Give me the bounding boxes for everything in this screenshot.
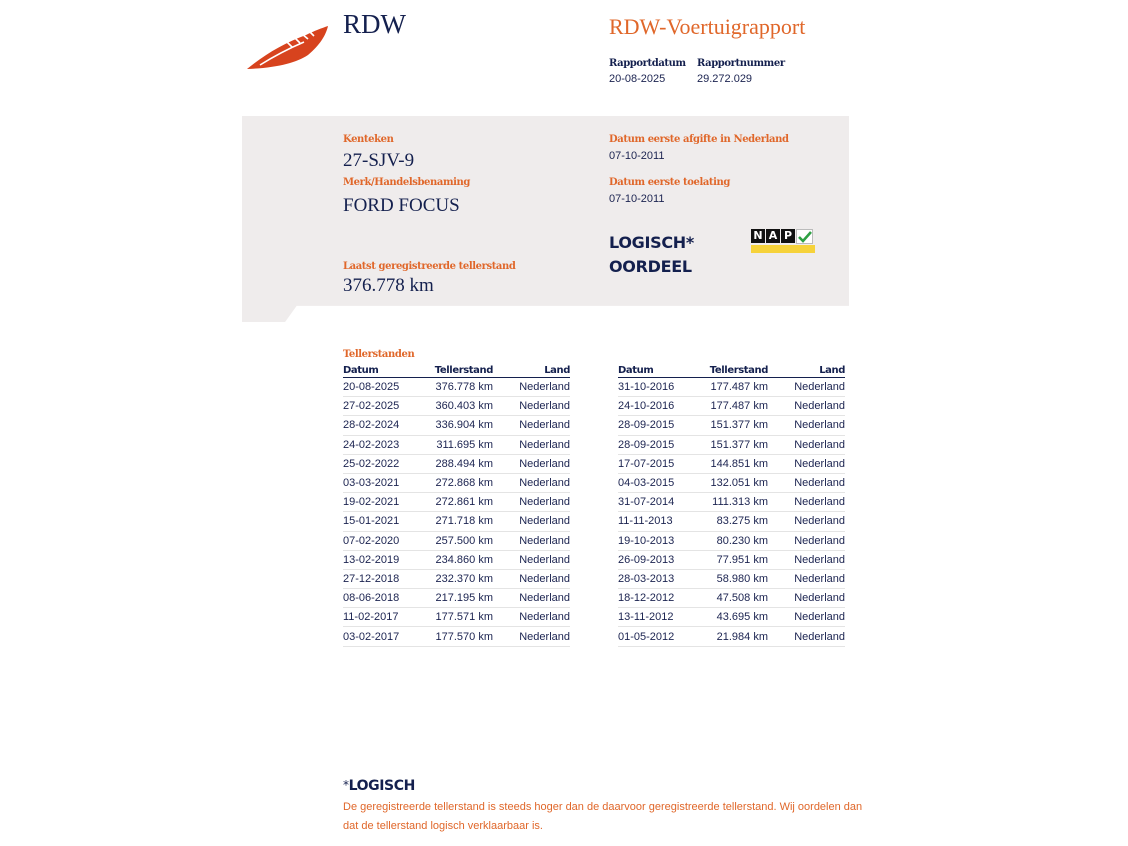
- cell-reading: 177.571 km: [428, 608, 493, 627]
- cell-country: Nederland: [768, 416, 845, 435]
- cell-reading: 288.494 km: [428, 454, 493, 473]
- cell-reading: 83.275 km: [703, 512, 768, 531]
- cell-reading: 257.500 km: [428, 531, 493, 550]
- cell-reading: 336.904 km: [428, 416, 493, 435]
- table-row: [343, 531, 570, 550]
- cell-country: Nederland: [493, 435, 570, 454]
- table-row: [618, 589, 845, 608]
- table-row: [343, 454, 570, 473]
- footnote-text: De geregistreerde tellerstand is steeds hoger dan de daarvoor geregistreerde tellerstand. Wij oordelen dan dat de tellerstand logisch verklaarbaar is.: [343, 801, 863, 832]
- table-row: [618, 473, 845, 492]
- cell-reading: 177.487 km: [703, 378, 768, 397]
- readings-title: Tellerstanden: [343, 349, 415, 360]
- table-row: [343, 512, 570, 531]
- first-issue-nl-value: 07-10-2011: [609, 150, 665, 162]
- green-check-icon: [796, 229, 813, 244]
- col-date: Datum: [618, 364, 703, 378]
- cell-date: 18-12-2012: [618, 589, 703, 608]
- cell-date: 20-08-2025: [343, 378, 428, 397]
- cell-reading: 77.951 km: [703, 550, 768, 569]
- table-row: [343, 378, 570, 397]
- table-row: [618, 608, 845, 627]
- cell-date: 17-07-2015: [618, 454, 703, 473]
- cell-reading: 272.868 km: [428, 473, 493, 492]
- cell-reading: 217.195 km: [428, 589, 493, 608]
- cell-date: 27-02-2025: [343, 397, 428, 416]
- table-row: [618, 550, 845, 569]
- verdict: [609, 231, 694, 279]
- cell-country: Nederland: [768, 589, 845, 608]
- table-row: [343, 397, 570, 416]
- table-row: [618, 454, 845, 473]
- nap-letter-a: A: [766, 229, 780, 243]
- cell-reading: 311.695 km: [428, 435, 493, 454]
- cell-date: 07-02-2020: [343, 531, 428, 550]
- report-date-label: Rapportdatum: [609, 58, 686, 69]
- nap-letter-p: P: [781, 229, 795, 243]
- cell-date: 24-10-2016: [618, 397, 703, 416]
- nap-yellow-bar: [751, 245, 815, 253]
- rdw-logo-icon: [246, 25, 330, 71]
- table-row: [343, 589, 570, 608]
- footnote-star: *: [343, 778, 349, 792]
- table-row: [343, 493, 570, 512]
- cell-date: 11-02-2017: [343, 608, 428, 627]
- table-row: [618, 435, 845, 454]
- cell-country: Nederland: [768, 454, 845, 473]
- cell-date: 01-05-2012: [618, 627, 703, 646]
- first-admission-value: 07-10-2011: [609, 193, 665, 205]
- cell-date: 04-03-2015: [618, 473, 703, 492]
- cell-reading: 271.718 km: [428, 512, 493, 531]
- col-country: Land: [493, 364, 570, 378]
- cell-date: 28-02-2024: [343, 416, 428, 435]
- last-reading-label: Laatst geregistreerde tellerstand: [343, 261, 516, 272]
- cell-country: Nederland: [493, 397, 570, 416]
- table-row: [618, 531, 845, 550]
- cell-reading: 21.984 km: [703, 627, 768, 646]
- table-row: [343, 473, 570, 492]
- cell-reading: 151.377 km: [703, 416, 768, 435]
- cell-country: Nederland: [493, 512, 570, 531]
- cell-date: 03-02-2017: [343, 627, 428, 646]
- cell-date: 25-02-2022: [343, 454, 428, 473]
- footnote-heading: [343, 778, 415, 794]
- readings-table-left: [343, 364, 570, 647]
- report-date-value: 20-08-2025: [609, 73, 666, 85]
- cell-reading: 111.313 km: [703, 493, 768, 512]
- cell-reading: 43.695 km: [703, 608, 768, 627]
- table-row: [343, 416, 570, 435]
- cell-country: Nederland: [768, 378, 845, 397]
- cell-country: Nederland: [768, 569, 845, 588]
- verdict-line2: OORDEEL: [609, 257, 692, 276]
- cell-country: Nederland: [768, 531, 845, 550]
- verdict-line1: LOGISCH*: [609, 233, 694, 252]
- footnote-heading-text: LOGISCH: [348, 778, 415, 794]
- cell-reading: 47.508 km: [703, 589, 768, 608]
- col-date: Datum: [343, 364, 428, 378]
- cell-date: 13-11-2012: [618, 608, 703, 627]
- cell-country: Nederland: [493, 589, 570, 608]
- table-row: [618, 569, 845, 588]
- cell-reading: 234.860 km: [428, 550, 493, 569]
- table-row: [343, 627, 570, 646]
- cell-reading: 58.980 km: [703, 569, 768, 588]
- table-row: [618, 416, 845, 435]
- cell-reading: 232.370 km: [428, 569, 493, 588]
- cell-country: Nederland: [493, 627, 570, 646]
- cell-country: Nederland: [493, 531, 570, 550]
- table-row: [618, 397, 845, 416]
- cell-country: Nederland: [768, 627, 845, 646]
- report-number-value: 29.272.029: [697, 73, 753, 85]
- cell-country: Nederland: [768, 512, 845, 531]
- cell-country: Nederland: [493, 378, 570, 397]
- cell-reading: 80.230 km: [703, 531, 768, 550]
- cell-country: Nederland: [768, 550, 845, 569]
- last-reading-value: 376.778 km: [343, 275, 434, 296]
- cell-country: Nederland: [768, 608, 845, 627]
- cell-date: 28-03-2013: [618, 569, 703, 588]
- brand-label: Merk/Handelsbenaming: [343, 177, 471, 188]
- cell-date: 26-09-2013: [618, 550, 703, 569]
- first-admission-label: Datum eerste toelating: [609, 177, 730, 188]
- cell-date: 03-03-2021: [343, 473, 428, 492]
- cell-reading: 177.487 km: [703, 397, 768, 416]
- cell-reading: 132.051 km: [703, 473, 768, 492]
- cell-date: 08-06-2018: [343, 589, 428, 608]
- cell-country: Nederland: [493, 608, 570, 627]
- cell-reading: 376.778 km: [428, 378, 493, 397]
- table-row: [618, 512, 845, 531]
- col-reading: Tellerstand: [428, 364, 493, 378]
- cell-date: 27-12-2018: [343, 569, 428, 588]
- cell-date: 19-10-2013: [618, 531, 703, 550]
- table-row: [618, 378, 845, 397]
- cell-reading: 144.851 km: [703, 454, 768, 473]
- cell-date: 28-09-2015: [618, 435, 703, 454]
- cell-country: Nederland: [768, 473, 845, 492]
- plate-value: 27-SJV-9: [343, 150, 415, 171]
- table-row: [618, 493, 845, 512]
- plate-label: Kenteken: [343, 134, 394, 145]
- table-row: [618, 627, 845, 646]
- cell-date: 15-01-2021: [343, 512, 428, 531]
- cell-date: 31-10-2016: [618, 378, 703, 397]
- cell-date: 24-02-2023: [343, 435, 428, 454]
- nap-letter-n: N: [751, 229, 765, 243]
- cell-date: 28-09-2015: [618, 416, 703, 435]
- cell-date: 13-02-2019: [343, 550, 428, 569]
- cell-country: Nederland: [768, 397, 845, 416]
- table-row: [343, 569, 570, 588]
- first-issue-nl-label: Datum eerste afgifte in Nederland: [609, 134, 789, 145]
- cell-reading: 151.377 km: [703, 435, 768, 454]
- col-country: Land: [768, 364, 845, 378]
- cell-reading: 360.403 km: [428, 397, 493, 416]
- report-title: RDW-Voertuigrapport: [609, 14, 806, 39]
- cell-country: Nederland: [493, 416, 570, 435]
- table-row: [343, 608, 570, 627]
- report-number-label: Rapportnummer: [697, 58, 785, 69]
- brand-value: FORD FOCUS: [343, 195, 460, 216]
- logo-text: RDW: [343, 9, 406, 39]
- cell-country: Nederland: [493, 550, 570, 569]
- cell-date: 19-02-2021: [343, 493, 428, 512]
- cell-date: 31-07-2014: [618, 493, 703, 512]
- vehicle-info-panel: [242, 116, 849, 322]
- cell-reading: 177.570 km: [428, 627, 493, 646]
- cell-country: Nederland: [493, 473, 570, 492]
- cell-country: Nederland: [493, 493, 570, 512]
- nap-logo: [751, 229, 815, 254]
- cell-country: Nederland: [768, 435, 845, 454]
- cell-country: Nederland: [768, 493, 845, 512]
- readings-table-right: [618, 364, 845, 647]
- table-row: [343, 435, 570, 454]
- cell-reading: 272.861 km: [428, 493, 493, 512]
- cell-date: 11-11-2013: [618, 512, 703, 531]
- col-reading: Tellerstand: [703, 364, 768, 378]
- cell-country: Nederland: [493, 569, 570, 588]
- cell-country: Nederland: [493, 454, 570, 473]
- table-row: [343, 550, 570, 569]
